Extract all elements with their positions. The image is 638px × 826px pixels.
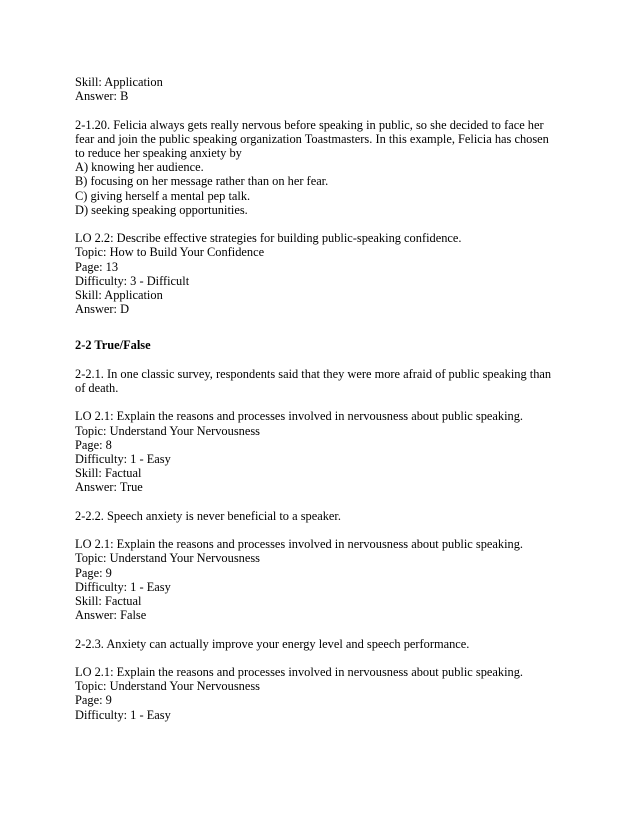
learning-objective: LO 2.1: Explain the reasons and processes involved in nervousness about public speaking. xyxy=(75,665,524,679)
option-c: C) giving herself a mental pep talk. xyxy=(75,188,251,203)
topic-line: Topic: Understand Your Nervousness xyxy=(75,551,260,566)
section-heading: 2-2 True/False xyxy=(75,338,151,353)
option-b: B) focusing on her message rather than on her fear. xyxy=(75,174,329,189)
difficulty-line: Difficulty: 3 - Difficult xyxy=(75,273,190,288)
question-text-line: 2-1.20. Felicia always gets really nervous before speaking in public, so she decided to face her xyxy=(75,117,544,132)
topic-line: Topic: How to Build Your Confidence xyxy=(75,245,265,260)
question-text-line: 2-2.2. Speech anxiety is never beneficial to a speaker. xyxy=(75,508,341,523)
question-2-2-2 xyxy=(75,509,565,623)
difficulty-line: Difficulty: 1 - Easy xyxy=(75,707,171,722)
question-2-2-3 xyxy=(75,637,565,722)
answer-line: Answer: B xyxy=(75,89,129,104)
learning-objective: LO 2.1: Explain the reasons and processes involved in nervousness about public speaking. xyxy=(75,409,524,424)
page-line: Page: 9 xyxy=(75,565,112,580)
answer-line: Answer: False xyxy=(75,608,147,623)
skill-line: Skill: Application xyxy=(75,288,163,303)
question-text-line: 2-2.1. In one classic survey, respondents said that they were more afraid of public speaking than xyxy=(75,366,552,381)
option-d: D) seeking speaking opportunities. xyxy=(75,202,248,217)
question-text-line: 2-2.3. Anxiety can actually improve your energy level and speech performance. xyxy=(75,636,470,651)
page-line: Page: 8 xyxy=(75,437,112,452)
difficulty-line: Difficulty: 1 - Easy xyxy=(75,452,171,467)
question-text-line: to reduce her speaking anxiety by xyxy=(75,146,242,160)
document-page xyxy=(75,75,565,722)
skill-line: Skill: Factual xyxy=(75,594,142,609)
question-2-2-1 xyxy=(75,367,565,495)
learning-objective: LO 2.1: Explain the reasons and processes involved in nervousness about public speaking. xyxy=(75,537,524,552)
learning-objective: LO 2.2: Describe effective strategies for building public-speaking confidence. xyxy=(75,231,462,246)
question-2-1-20 xyxy=(75,118,565,317)
question-text-line: of death. xyxy=(75,381,119,396)
page-line: Page: 13 xyxy=(75,259,119,274)
option-a: A) knowing her audience. xyxy=(75,160,204,175)
answer-block-previous xyxy=(75,75,565,103)
answer-line: Answer: D xyxy=(75,302,130,317)
topic-line: Topic: Understand Your Nervousness xyxy=(75,423,260,438)
difficulty-line: Difficulty: 1 - Easy xyxy=(75,579,171,594)
skill-line: Skill: Application xyxy=(75,75,163,89)
question-text-line: fear and join the public speaking organization Toastmasters. In this example, Felicia has chosen xyxy=(75,131,549,146)
answer-line: Answer: True xyxy=(75,480,143,495)
skill-line: Skill: Factual xyxy=(75,466,142,481)
topic-line: Topic: Understand Your Nervousness xyxy=(75,679,260,694)
page-line: Page: 9 xyxy=(75,693,112,708)
